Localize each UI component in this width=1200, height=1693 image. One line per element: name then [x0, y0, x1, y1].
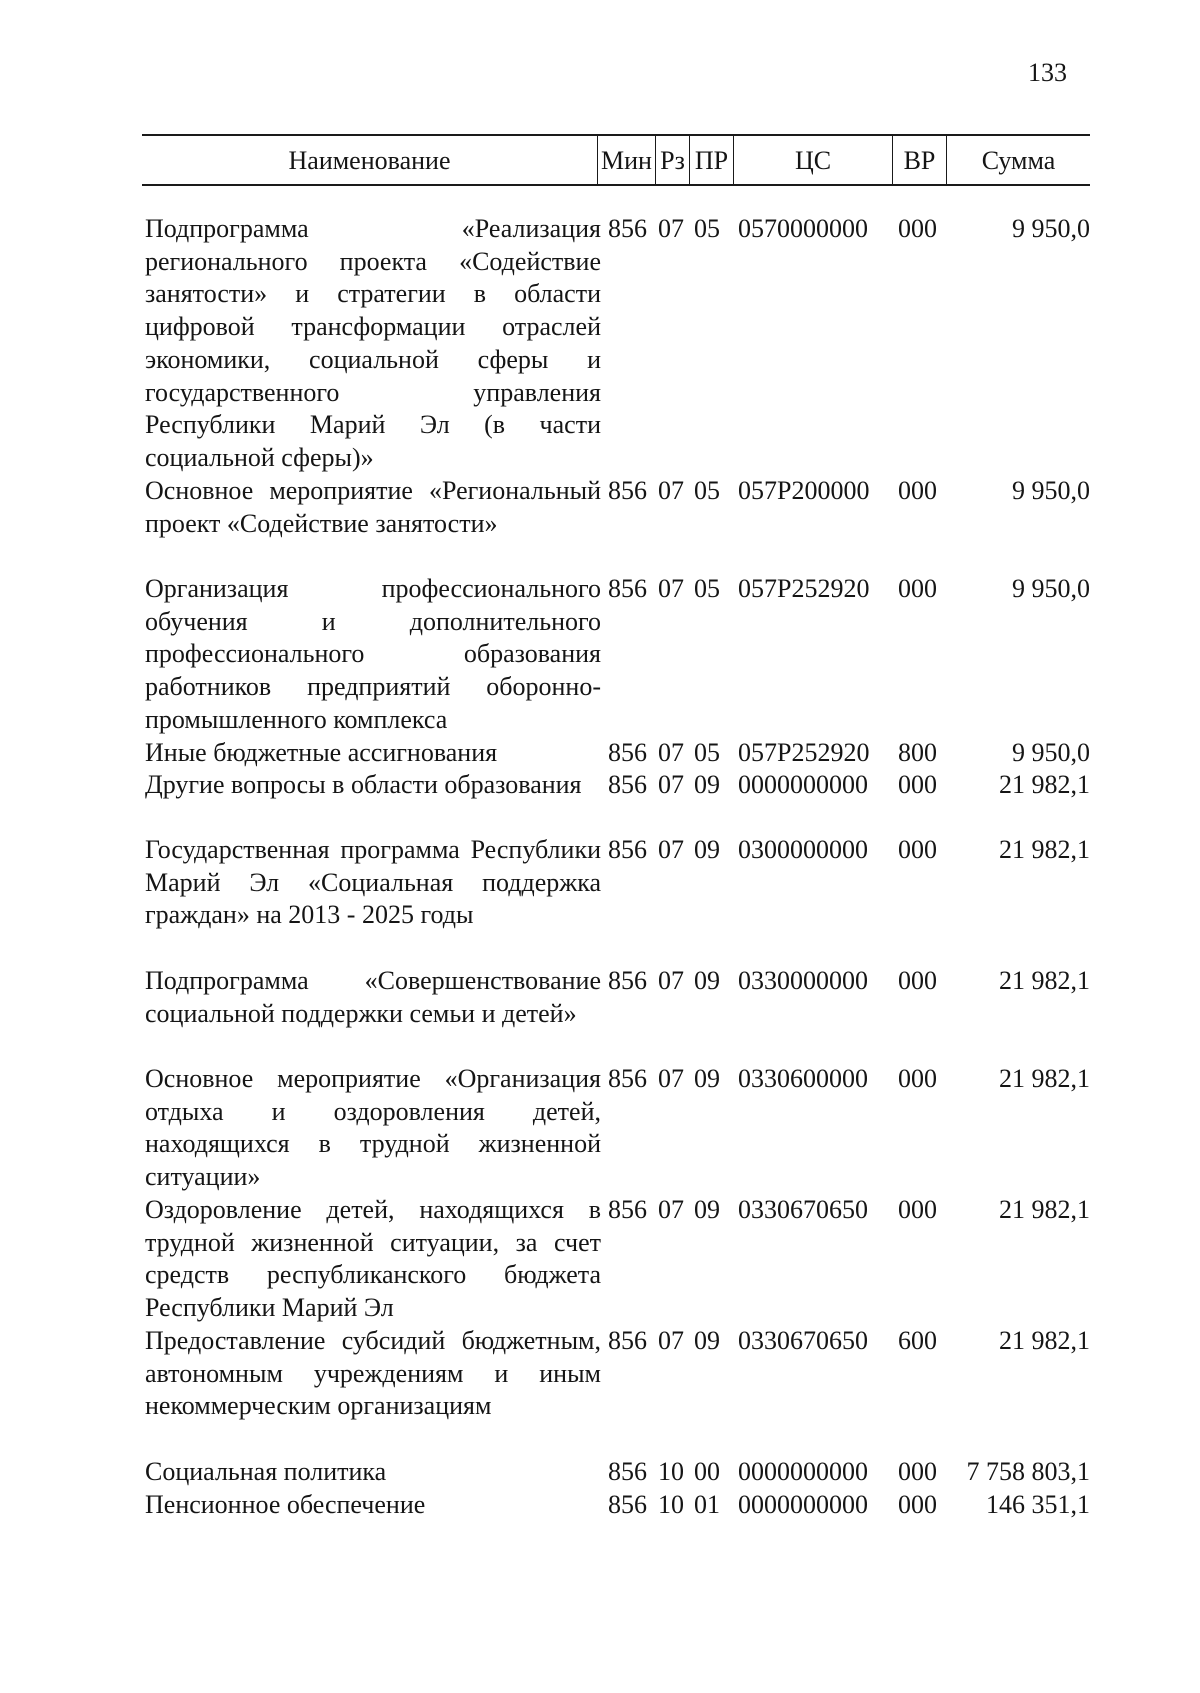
row-name: Подпрограмма «Реализация регионального проекта «Содействие занятости» и стратегии в области цифровой трансформации отраслей экономики, социальной сферы и государственного управления Республики Марий Эл (в части социальной сферы)» — [145, 214, 601, 472]
row-pr: 05 — [694, 214, 720, 243]
row-pr: 05 — [694, 738, 720, 767]
row-rz: 07 — [658, 476, 684, 505]
row-cs: 0000000000 — [738, 1457, 868, 1486]
row-pr: 09 — [694, 770, 720, 799]
row-rz: 07 — [658, 835, 684, 864]
row-cs: 0330670650 — [738, 1195, 868, 1224]
row-cs: 057Р252920 — [738, 738, 870, 767]
row-pr: 09 — [694, 966, 720, 995]
row-vr: 000 — [898, 1064, 937, 1093]
row-name: Предоставление субсидий бюджетным, автономным учреждениям и иным некоммерческим организациям — [145, 1326, 601, 1421]
row-vr: 800 — [898, 738, 937, 767]
row-min: 856 — [608, 770, 647, 799]
row-sum: 7 758 803,1 — [966, 1457, 1090, 1486]
row-min: 856 — [608, 1490, 647, 1519]
row-pr: 09 — [694, 1326, 720, 1355]
row-min: 856 — [608, 476, 647, 505]
row-cs: 057Р252920 — [738, 574, 870, 603]
row-sum: 9 950,0 — [1012, 574, 1090, 603]
row-vr: 000 — [898, 574, 937, 603]
page-number: 133 — [1028, 58, 1067, 87]
row-sum: 21 982,1 — [999, 1064, 1090, 1093]
row-rz: 07 — [658, 1326, 684, 1355]
row-cs: 0570000000 — [738, 214, 868, 243]
row-min: 856 — [608, 1064, 647, 1093]
row-name: Иные бюджетные ассигнования — [145, 738, 498, 767]
row-rz: 07 — [658, 738, 684, 767]
row-vr: 000 — [898, 476, 937, 505]
row-sum: 21 982,1 — [999, 1326, 1090, 1355]
header-cs: ЦС — [733, 136, 892, 184]
row-name: Социальная политика — [145, 1457, 387, 1486]
header-pr: ПР — [689, 136, 733, 184]
row-rz: 07 — [658, 1195, 684, 1224]
header-rz: Рз — [655, 136, 689, 184]
row-pr: 09 — [694, 1195, 720, 1224]
row-name: Основное мероприятие «Региональный проект «Содействие занятости» — [145, 476, 601, 538]
row-sum: 146 351,1 — [986, 1490, 1090, 1519]
row-vr: 000 — [898, 835, 937, 864]
row-vr: 600 — [898, 1326, 937, 1355]
row-pr: 00 — [694, 1457, 720, 1486]
header-sum: Сумма — [946, 136, 1090, 184]
row-vr: 000 — [898, 1490, 937, 1519]
row-min: 856 — [608, 1326, 647, 1355]
row-rz: 07 — [658, 574, 684, 603]
row-cs: 0000000000 — [738, 770, 868, 799]
row-sum: 21 982,1 — [999, 1195, 1090, 1224]
row-rz: 10 — [658, 1457, 684, 1486]
header-name: Наименование — [288, 146, 451, 175]
row-min: 856 — [608, 574, 647, 603]
row-name: Государственная программа Республики Марий Эл «Социальная поддержка граждан» на 2013 - 2025 годы — [145, 835, 601, 930]
row-sum: 21 982,1 — [999, 835, 1090, 864]
header-min: Мин — [597, 136, 655, 184]
row-vr: 000 — [898, 966, 937, 995]
row-vr: 000 — [898, 214, 937, 243]
table-header — [142, 134, 1090, 186]
row-pr: 09 — [694, 1064, 720, 1093]
row-min: 856 — [608, 738, 647, 767]
row-sum: 9 950,0 — [1012, 738, 1090, 767]
row-name: Оздоровление детей, находящихся в трудной жизненной ситуации, за счет средств республиканского бюджета Республики Марий Эл — [145, 1195, 601, 1323]
row-rz: 07 — [658, 1064, 684, 1093]
row-sum: 9 950,0 — [1012, 476, 1090, 505]
row-pr: 05 — [694, 476, 720, 505]
row-pr: 09 — [694, 835, 720, 864]
row-vr: 000 — [898, 1195, 937, 1224]
row-name: Основное мероприятие «Организация отдыха и оздоровления детей, находящихся в трудной жизненной ситуации» — [145, 1064, 601, 1192]
row-vr: 000 — [898, 770, 937, 799]
row-rz: 07 — [658, 214, 684, 243]
row-name: Другие вопросы в области образования — [145, 770, 582, 799]
row-pr: 05 — [694, 574, 720, 603]
row-min: 856 — [608, 966, 647, 995]
row-cs: 0000000000 — [738, 1490, 868, 1519]
row-sum: 9 950,0 — [1012, 214, 1090, 243]
row-vr: 000 — [898, 1457, 937, 1486]
header-vr: ВР — [892, 136, 946, 184]
row-rz: 07 — [658, 966, 684, 995]
row-cs: 0300000000 — [738, 835, 868, 864]
row-min: 856 — [608, 1457, 647, 1486]
row-name: Подпрограмма «Совершенствование социальной поддержки семьи и детей» — [145, 966, 601, 1028]
row-name: Пенсионное обеспечение — [145, 1490, 426, 1519]
row-cs: 057Р200000 — [738, 476, 870, 505]
row-cs: 0330000000 — [738, 966, 868, 995]
row-pr: 01 — [694, 1490, 720, 1519]
row-min: 856 — [608, 1195, 647, 1224]
row-cs: 0330670650 — [738, 1326, 868, 1355]
row-min: 856 — [608, 835, 647, 864]
row-sum: 21 982,1 — [999, 770, 1090, 799]
row-min: 856 — [608, 214, 647, 243]
row-name: Организация профессионального обучения и дополнительного профессионального образования работников предприятий оборонно-промышленного комплекса — [145, 574, 601, 734]
row-rz: 10 — [658, 1490, 684, 1519]
row-cs: 0330600000 — [738, 1064, 868, 1093]
row-rz: 07 — [658, 770, 684, 799]
row-sum: 21 982,1 — [999, 966, 1090, 995]
